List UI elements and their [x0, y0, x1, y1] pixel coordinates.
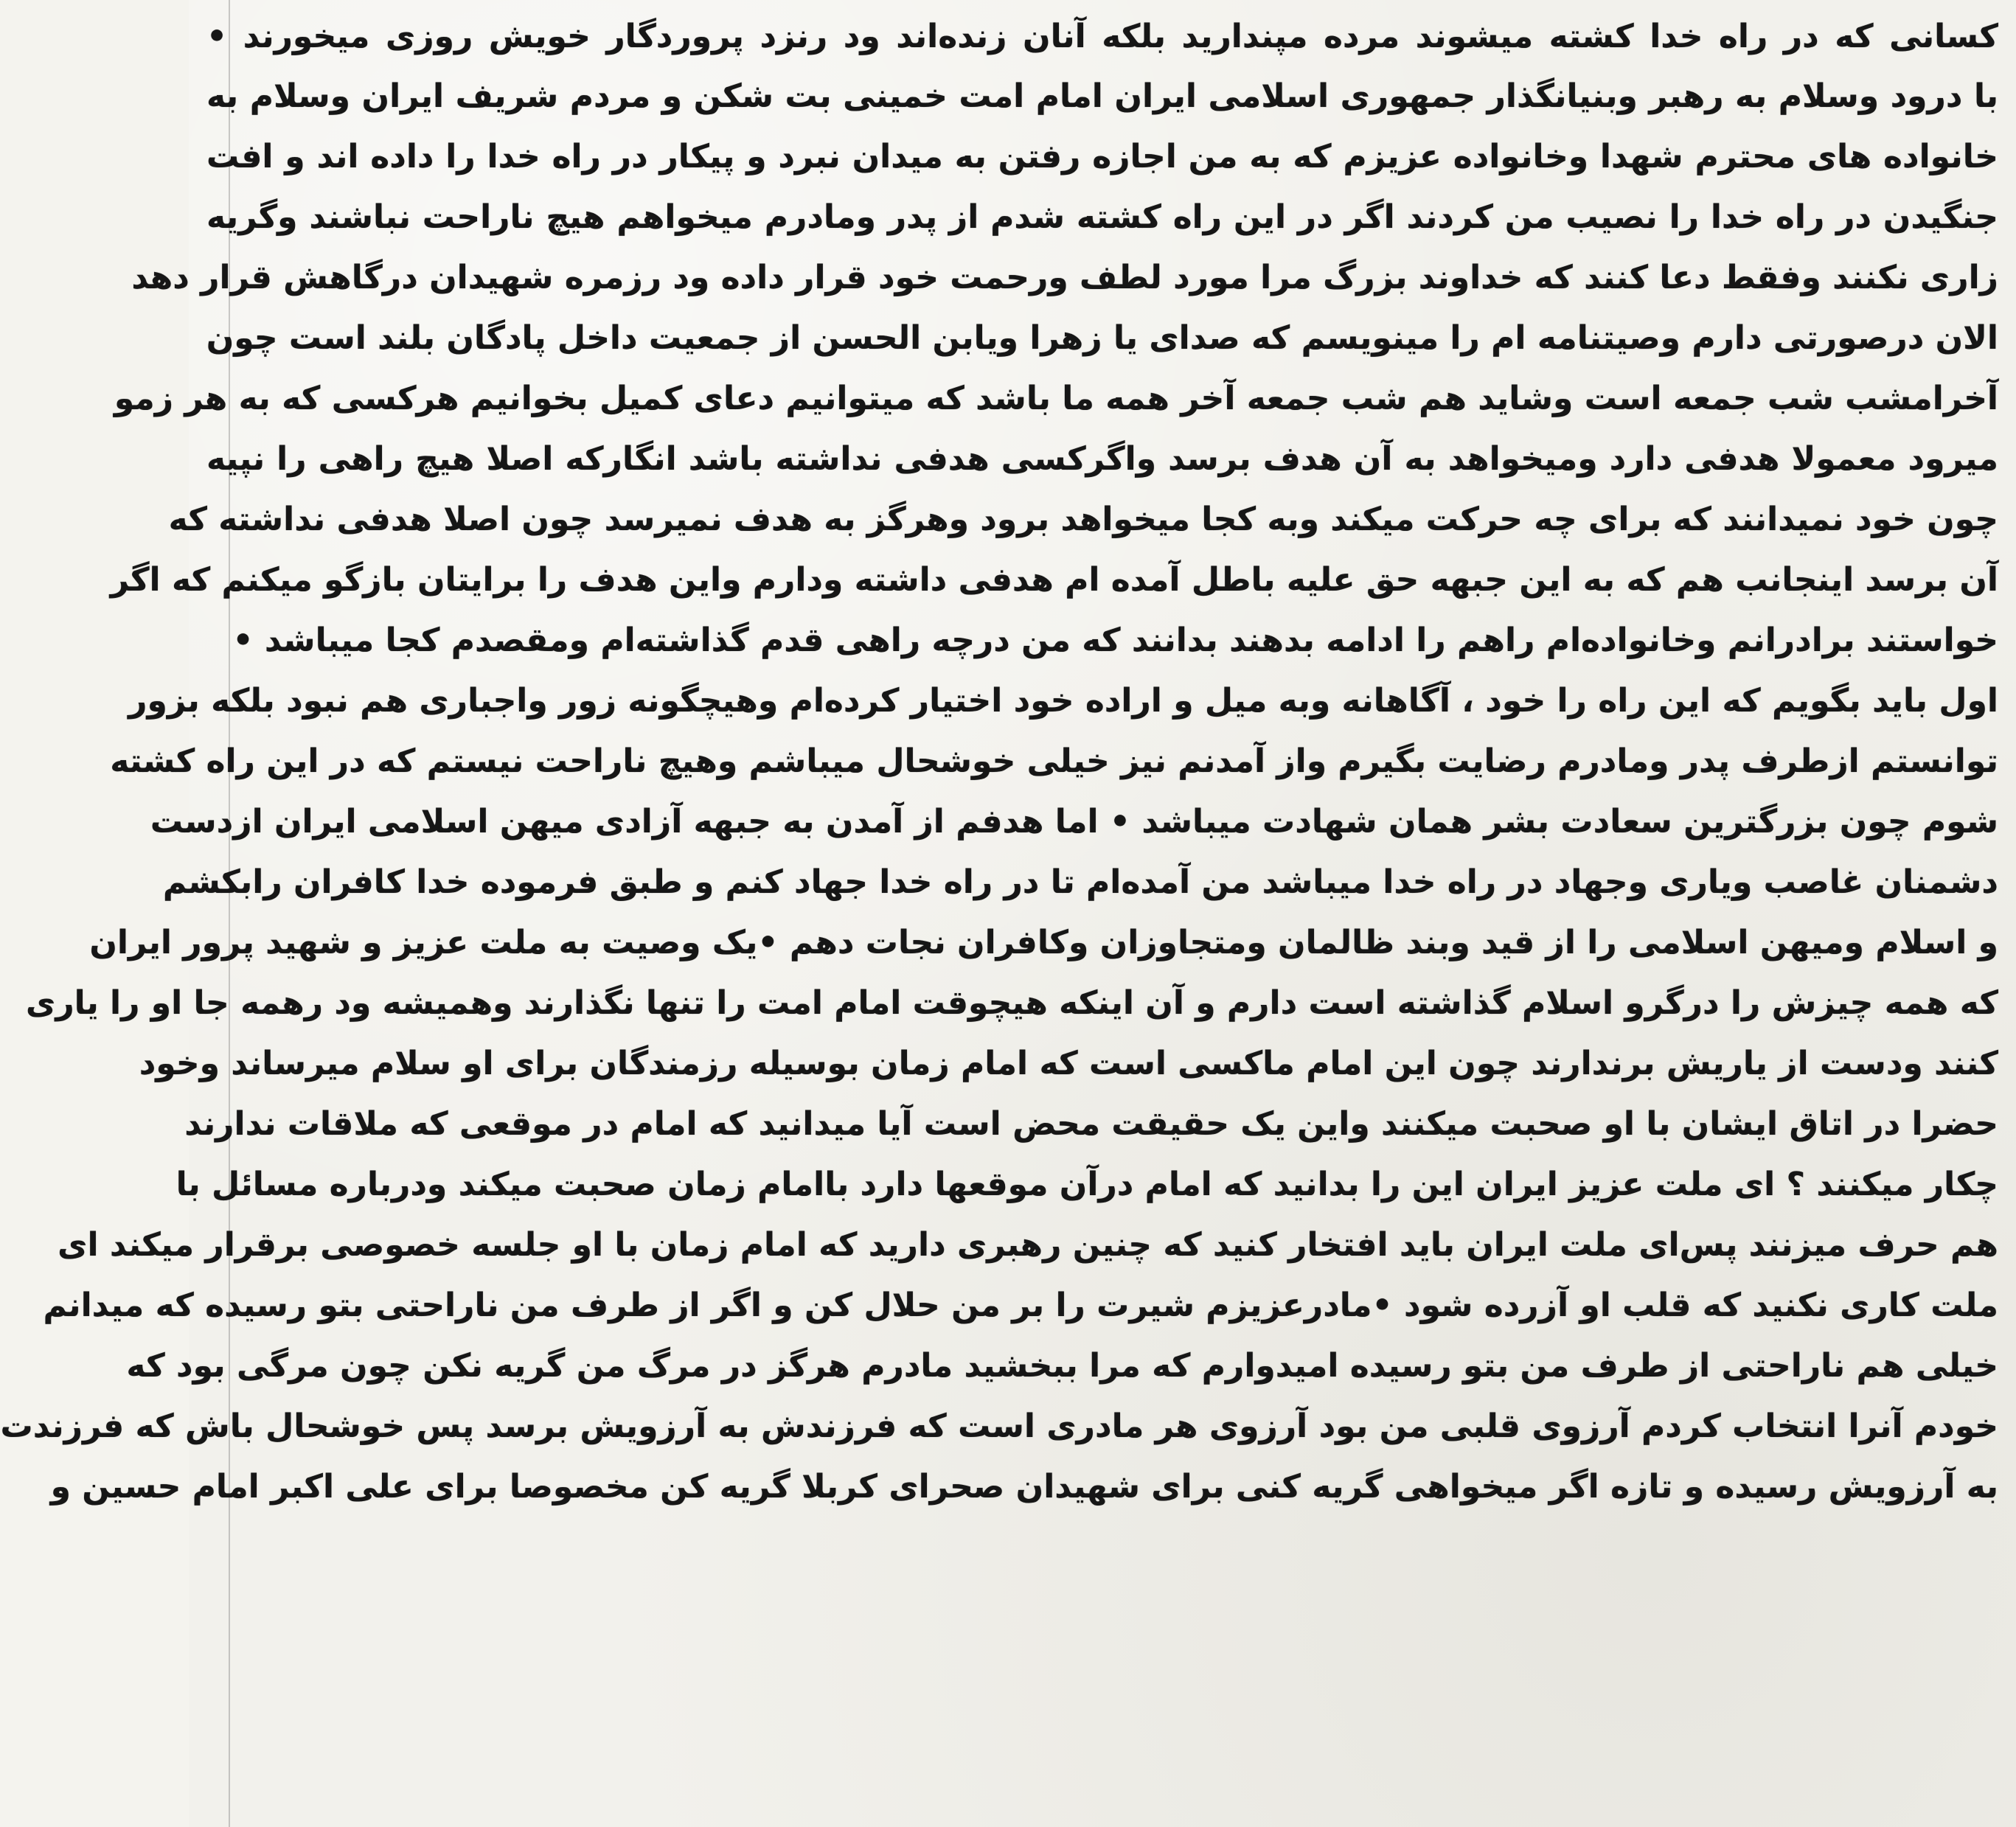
text-line-3: خانواده هاى محترم شهدا وخانواده عزیزم که به من اجازه رفتن به میدان نبرد و پیکار در راه خدا را داده اند و افت: [206, 138, 1998, 175]
text-line-9: چون خود نمیدانند که برای چه حرکت میکند وبه کجا میخواهد برود وهرگز به هدف نمیرسد چون اصلا هدفی نداشته که: [168, 501, 1998, 538]
text-line-15: دشمنان غاصب ویاری وجهاد در راه خدا میباشد من آمده‌ام تا در راه خدا جهاد کنم و طبق فرموده خدا کافران رابکشم: [162, 863, 1998, 901]
text-line-23: خیلی هم ناراحتی از طرف من بتو رسیده امیدوارم که مرا ببخشید مادرم هرگز در مرگ من گریه نکن چون مرگی بود که: [126, 1347, 1998, 1385]
text-line-4: جنگیدن در راه خدا را نصیب من کردند اگر در این راه کشته شدم از پدر ومادرم میخواهم هیچ ناراحت نباشند وگریه: [206, 198, 1998, 236]
testament-text-block: [0, 7, 1998, 1506]
text-line-6: الان درصورتی دارم وصیتنامه ام را مینویسم که صدای یا زهرا ویابن الحسن از جمعیت داخل پادگان بلند است چون: [206, 319, 1998, 357]
text-line-12: اول باید بگویم که این راه را خود ، آگاهانه وبه میل و اراده خود اختیار کرده‌ام وهیچگونه زور واجباری هم نبود بلکه بزور: [128, 682, 1998, 720]
text-line-25: به آرزویش رسیده و تازه اگر میخواهی گریه کنی برای شهیدان صحرای کربلا گریه کن مخصوصا برای علی اکبر امام حسین و: [50, 1468, 1998, 1506]
text-line-18: کنند ودست از یاریش برندارند چون این امام ماکسی است که امام زمان بوسیله رزمندگان برای او سلام میرساند وخود: [139, 1045, 1998, 1082]
text-line-5: زاری نکنند وفقط دعا کنند که خداوند بزرگ مرا مورد لطف ورحمت خود قرار داده ود رزمره شهیدان درگاهش قرار دهد: [131, 259, 1998, 296]
text-line-7: آخرامشب شب جمعه است وشاید هم شب جمعه آخر همه ما باشد که میتوانیم دعای کمیل بخوانیم هرکسی که به هر زمو: [114, 380, 1998, 417]
text-line-2: با درود وسلام به رهبر وبنیانگذار جمهوری اسلامی ایران امام امت خمینی بت شکن و مردم شریف ایران وسلام به: [206, 77, 1998, 115]
text-line-10: آن برسد اینجانب هم که به این جبهه حق علیه باطل آمده ام هدفی داشته ودارم واین هدف را برایتان بازگو میکنم که اگر: [110, 561, 1998, 599]
text-line-8: میرود معمولا هدفی دارد ومیخواهد به آن هدف برسد واگرکسی هدفی نداشته باشد انگارکه اصلا هیچ راهی را نپیه: [206, 440, 1998, 478]
text-line-22: ملت کاری نکنید که قلب او آزرده شود •مادرعزیزم شیرت را بر من حلال کن و اگر از طرف من ناراحتی بتو رسیده که میدانم: [43, 1287, 1998, 1324]
text-line-13: توانستم ازطرف پدر ومادرم رضایت بگیرم واز آمدنم نیز خیلی خوشحال میباشم وهیچ ناراحت نیستم که در این راه کشته: [110, 742, 1998, 780]
text-line-11: خواستند برادرانم وخانواده‌ام راهم را ادامه بدهند بدانند که من درچه راهی قدم گذاشته‌ام ومقصدم کجا میباشد •: [232, 622, 1998, 659]
text-line-16: و اسلام ومیهن اسلامی را از قید وبند ظالمان ومتجاوزان وکافران نجات دهم •یک وصیت به ملت عزیز و شهید پرور ایران: [89, 924, 1998, 961]
text-line-17: که همه چیزش را درگرو اسلام گذاشته است دارم و آن اینکه هیچوقت امام امت را تنها نگذارند وهمیشه ود رهمه جا او را یاری: [26, 984, 1998, 1022]
text-line-24: خودم آنرا انتخاب کردم آرزوی قلبی من بود آرزوی هر مادری است که فرزندش به آرزویش برسد پس خوشحال باش که فرزندت: [0, 1407, 1998, 1445]
text-line-21: هم حرف میزنند پس‌ای ملت ایران باید افتخار کنید که چنین رهبری دارید که امام زمان با او جلسه خصوصی برقرار میکند ای: [58, 1226, 1998, 1264]
text-line-1: کسانی که در راه خدا کشته میشوند مرده مپندارید بلکه آنان زنده‌اند ود رنزد پروردگار خویش روزی میخورند •: [206, 18, 1998, 55]
text-line-19: حضرا در اتاق ایشان با او صحبت میکنند واین یک حقیقت محض است آیا میدانید که امام در موقعی که ملاقات ندارند: [184, 1105, 1998, 1143]
text-line-14: شوم چون بزرگترین سعادت بشر همان شهادت میباشد • اما هدفم از آمدن به جبهه آزادی میهن اسلامی ایران ازدست: [150, 803, 1998, 841]
text-line-20: چکار میکنند ؟ ای ملت عزیز ایران این را بدانید که امام درآن موقعها دارد باامام زمان صحبت میکند ودرباره مسائل با: [175, 1166, 1998, 1203]
